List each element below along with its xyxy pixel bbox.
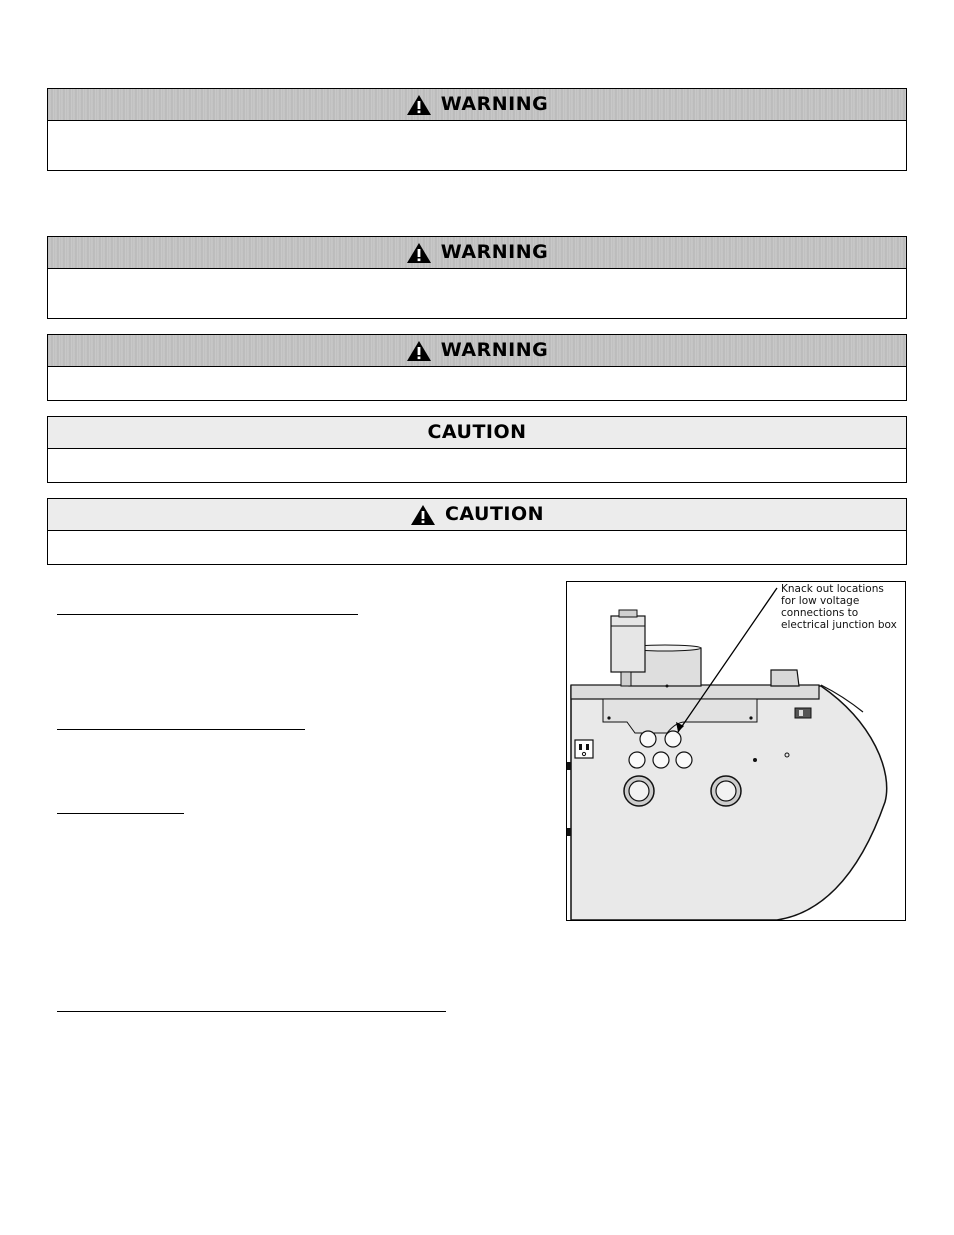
section-heading-underline [57,614,358,615]
warning-label: WARNING [440,241,549,263]
warning-label: WARNING [440,339,549,361]
caution-header-2 [48,499,906,531]
section-heading-underline [57,729,305,730]
warning-box-3 [47,334,907,401]
warning-header-2 [48,237,906,269]
callout-line: connections to [781,607,859,619]
caution-box-2 [47,498,907,565]
warning-header-1 [48,89,906,121]
section-heading-underline [57,1011,446,1012]
callout-line: for low voltage [781,595,860,607]
warning-header-3 [48,335,906,367]
caution-box-1 [47,416,907,483]
callout-line: Knack out locations [781,583,884,595]
warning-triangle-icon [406,242,432,264]
knockout-callout-label [781,583,897,631]
warning-box-1 [47,88,907,171]
warning-triangle-icon [406,340,432,362]
boiler-diagram-figure [566,581,906,921]
caution-label: CAUTION [427,421,527,443]
warning-triangle-icon [406,94,432,116]
warning-label: WARNING [440,93,549,115]
warning-triangle-icon [410,504,436,526]
section-heading-underline [57,813,184,814]
caution-header-1 [48,417,906,449]
warning-box-2 [47,236,907,319]
callout-line: electrical junction box [781,619,897,631]
boiler-top-view-illustration [567,582,905,920]
caution-label: CAUTION [444,503,545,525]
